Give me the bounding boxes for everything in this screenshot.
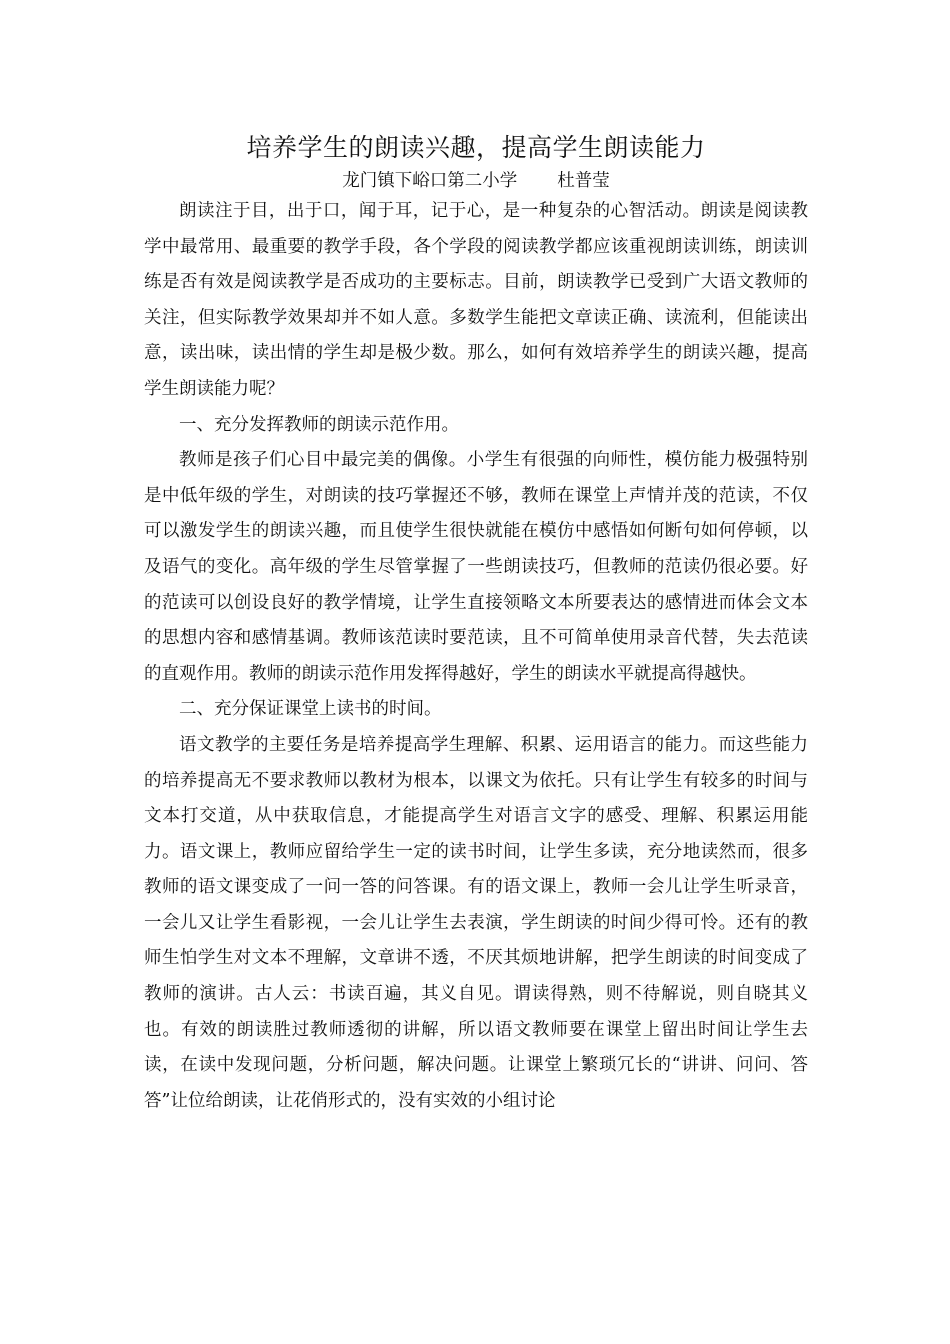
author-name: 杜普莹 <box>557 171 610 191</box>
section-1-heading: 一、充分发挥教师的朗读示范作用。 <box>179 414 459 435</box>
intro-paragraph: 朗读注于目，出于口，闻于耳，记于心，是一种复杂的心智活动。朗读是阅读教学中最常用、最重要的教学手段，各个学段的阅读教学都应该重视朗读训练，朗读训练是否有效是阅读教学是否成功的主要标志。目前，朗读教学已受到广大语文教师的关注，但实际教学效果却并不如人意。多数学生能把文章读正确、读流利，但能读出意，读出味，读出情的学生却是极少数。那么，如何有效培养学生的朗读兴趣，提高学生朗读能力呢？ <box>144 201 808 399</box>
school-name: 龙门镇下峪口第二小学 <box>342 171 518 191</box>
section-1-paragraph: 教师是孩子们心目中最完美的偶像。小学生有很强的向师性，模仿能力极强特别是中低年级的学生，对朗读的技巧掌握还不够，教师在课堂上声情并茂的范读，不仅可以激发学生的朗读兴趣，而且使学生很快就能在模仿中感悟如何断句如何停顿，以及语气的变化。高年级的学生尽管掌握了一些朗读技巧，但教师的范读仍很必要。好的范读可以创设良好的教学情境，让学生直接领略文本所要表达的感情进而体会文本的思想内容和感情基调。教师该范读时要范读，且不可简单使用录音代替，失去范读的直观作用。教师的朗读示范作用发挥得越好，学生的朗读水平就提高得越快。 <box>144 450 808 684</box>
byline <box>144 168 808 194</box>
document-title: 培养学生的朗读兴趣，提高学生朗读能力 <box>246 133 706 162</box>
section-2-paragraph: 语文教学的主要任务是培养提高学生理解、积累、运用语言的能力。而这些能力的培养提高无不要求教师以教材为根本，以课文为依托。只有让学生有较多的时间与文本打交道，从中获取信息，才能提高学生对语言文字的感受、理解、积累运用能力。语文课上，教师应留给学生一定的读书时间，让学生多读，充分地读然而，很多教师的语文课变成了一问一答的问答课。有的语文课上，教师一会儿让学生听录音，一会儿又让学生看影视，一会儿让学生去表演，学生朗读的时间少得可怜。还有的教师生怕学生对文本不理解，文章讲不透，不厌其烦地讲解，把学生朗读的时间变成了教师的演讲。古人云：书读百遍，其义自见。谓读得熟，则不待解说，则自晓其义也。有效的朗读胜过教师透彻的讲解，所以语文教师要在课堂上留出时间让学生去读，在读中发现问题，分析问题，解决问题。让课堂上繁琐冗长的“讲讲、问问、答答”让位给朗读，让花俏形式的，没有实效的小组讨论 <box>144 734 808 1111</box>
section-2-heading: 二、充分保证课堂上读书的时间。 <box>179 699 442 720</box>
document-page <box>144 128 808 1119</box>
